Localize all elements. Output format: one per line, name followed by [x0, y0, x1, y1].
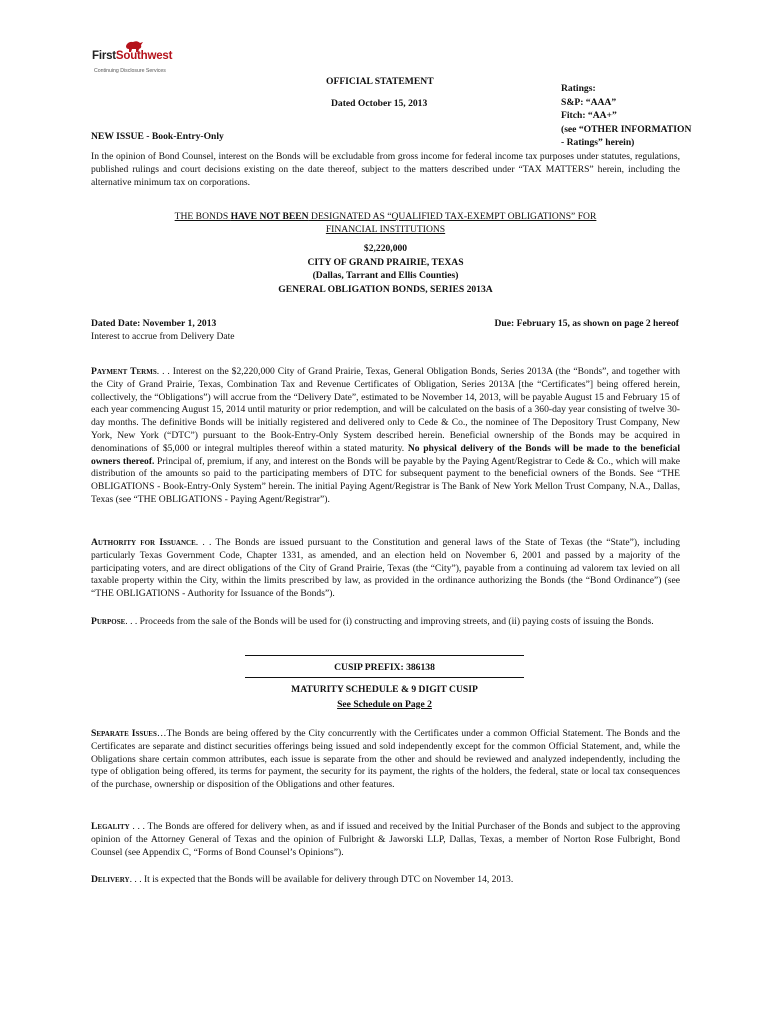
payment-terms-bold: No physical delivery of the Bonds will be made to the beneficial owners thereof.	[91, 442, 680, 467]
payment-terms-paragraph	[91, 366, 680, 507]
purpose-heading: Purpose	[91, 616, 126, 627]
delivery-text: . . . It is expected that the Bonds will be available for delivery through DTC on November 14, 2013.	[129, 874, 514, 885]
separate-issues-heading: Separate Issues	[91, 728, 157, 739]
payment-terms-text-1: . . . Interest on the $2,220,000 City of Grand Prairie, Texas, General Obligation Bonds, Series 2013A (the “Bonds”, and together with the City of Grand Prairie, Texas, Combination Tax and Revenue Certificates of Obligation, Series 2013A [the “Certificates”] being offered herein, collectively, the “Obligations”) will accrue from the “Delivery Date”, estimated to be November 14, 2013, will be payable August 15 and February 15 of each year commencing August 15, 2014 until maturity or prior redemption, and will be calculated on the basis of a 360-day year consisting of twelve 30-day months. The definitive Bonds will be initially registered and delivered only to Cede & Co., the nominee of The Depository Trust Company, New York, New York (“DTC”) pursuant to the Book-Entry-Only System described herein. Beneficial ownership of the Bonds may be acquired in denominations of $5,000 or integral multiples thereof within a stated maturity.	[91, 366, 680, 454]
logo-name-second: Southwest	[115, 50, 173, 62]
authority-paragraph	[91, 537, 680, 601]
ratings-label: Ratings:	[561, 83, 596, 94]
payment-terms-text-2: Principal of, premium, if any, and interest on the Bonds will be payable by the Paying Agent/Registrar to Cede & Co., which will make distribution of the amounts so paid to the participating members of DTC for subsequent payment to the beneficial owners of the Bonds. See “THE OBLIGATIONS - Book-Entry-Only System” herein. The initial Paying Agent/Registrar is The Bank of New York Mellon Trust Company, N.A., Dallas, Texas (see “THE OBLIGATIONS - Paying Agent/Registrar”).	[91, 455, 681, 505]
cusip-mid-rule	[245, 677, 524, 678]
dated-date: Dated Date: November 1, 2013	[91, 318, 217, 329]
firstsouthwest-logo	[92, 40, 192, 76]
cusip-top-rule	[245, 655, 524, 656]
tax-opinion-paragraph: In the opinion of Bond Counsel, interest on the Bonds will be excludable from gross income for federal income tax purposes under statutes, regulations, published rulings and court decisions existing on the date thereof, subject to the matters described under “TAX MATTERS” herein, including the alternative minimum tax on corporations.	[91, 151, 680, 188]
ratings-block	[561, 82, 691, 150]
purpose-text: . . . Proceeds from the sale of the Bonds will be used for (i) constructing and improving streets, and (ii) paying costs of issuing the Bonds.	[125, 616, 654, 627]
issue-block	[91, 242, 680, 296]
cusip-prefix: CUSIP PREFIX: 386138	[334, 662, 435, 673]
authority-text: . . . The Bonds are issued pursuant to the Constitution and general laws of the State of Texas (the “State”), including particularly Texas Government Code, Chapter 1331, as amended, and an election held on November 6, 2001 and passed by a majority of the participating voters, and are direct obligations of the City of Grand Prairie, Texas (the “City”), payable from a continuing ad valorem tax levied on all taxable property within the City, within the limits prescribed by law, as provided in the ordinance authorizing the Bonds (the “Bond Ordinance”) (see “THE OBLIGATIONS - Authority for Issuance of the Bonds”).	[91, 537, 680, 600]
bond-series: GENERAL OBLIGATION BONDS, SERIES 2013A	[278, 283, 493, 295]
schedule-reference-link[interactable]: See Schedule on Page 2	[337, 699, 432, 710]
interest-accrual-note: Interest to accrue from Delivery Date	[91, 331, 235, 342]
designation-post: DESIGNATED AS “QUALIFIED TAX-EXEMPT OBLIGATIONS” FOR	[308, 211, 597, 222]
maturity-schedule-heading: MATURITY SCHEDULE & 9 DIGIT CUSIP	[291, 684, 478, 695]
payment-terms-heading: Payment Terms	[91, 366, 157, 377]
due-date: Due: February 15, as shown on page 2 hereof	[494, 318, 679, 329]
separate-issues-text: …The Bonds are being offered by the City concurrently with the Certificates under a common Official Statement. The Bonds and the Certificates are separate and distinct securities offerings being issued and sold independently except for the common Official Statement, and, while the Obligations share certain common attributes, each issue is separate from the other and should be reviewed and analyzed independently, including the type of obligation being offered, its terms for payment, the security for its payment, the rights of the holders, the federal, state or local tax consequences of the purchase, ownership or disposition of the Obligations and other features.	[91, 728, 681, 791]
legality-heading: Legality	[91, 821, 130, 832]
logo-tagline: Continuing Disclosure Services	[94, 68, 166, 74]
fitch-rating: Fitch: “AA+”	[561, 110, 617, 122]
ratings-see-line-2: - Ratings” herein)	[561, 137, 635, 149]
legality-paragraph	[91, 821, 680, 859]
authority-heading: Authority for Issuance	[91, 537, 196, 548]
designation-line-2: FINANCIAL INSTITUTIONS	[325, 224, 446, 235]
logo-name-first: First	[92, 50, 116, 62]
purpose-paragraph	[91, 616, 680, 629]
issuer-name: CITY OF GRAND PRAIRIE, TEXAS	[307, 256, 464, 268]
official-statement-title: OFFICIAL STATEMENT	[326, 76, 434, 87]
separate-issues-paragraph	[91, 728, 680, 792]
delivery-paragraph	[91, 874, 680, 887]
issue-amount: $2,220,000	[363, 243, 408, 254]
issuer-counties: (Dallas, Tarrant and Ellis Counties)	[312, 270, 459, 282]
ratings-see-line-1: (see “OTHER INFORMATION	[561, 123, 692, 135]
delivery-heading: Delivery	[91, 874, 130, 885]
designation-line-1	[91, 211, 680, 224]
sp-rating: S&P: “AAA”	[561, 96, 617, 108]
designation-bold: HAVE NOT BEEN	[230, 211, 309, 222]
statement-date: Dated October 15, 2013	[331, 98, 428, 109]
legality-text: . . . The Bonds are offered for delivery when, as and if issued and received by the Initial Purchaser of the Bonds and subject to the approving opinion of the Attorney General of Texas and the opinion of Fulbright & Jaworski LLP, Dallas, Texas, a member of Norton Rose Fulbright, Bond Counsel (see Appendix C, “Forms of Bond Counsel’s Opinions”).	[91, 821, 680, 858]
designation-pre: THE BONDS	[174, 211, 231, 222]
new-issue-label: NEW ISSUE - Book-Entry-Only	[91, 131, 224, 142]
